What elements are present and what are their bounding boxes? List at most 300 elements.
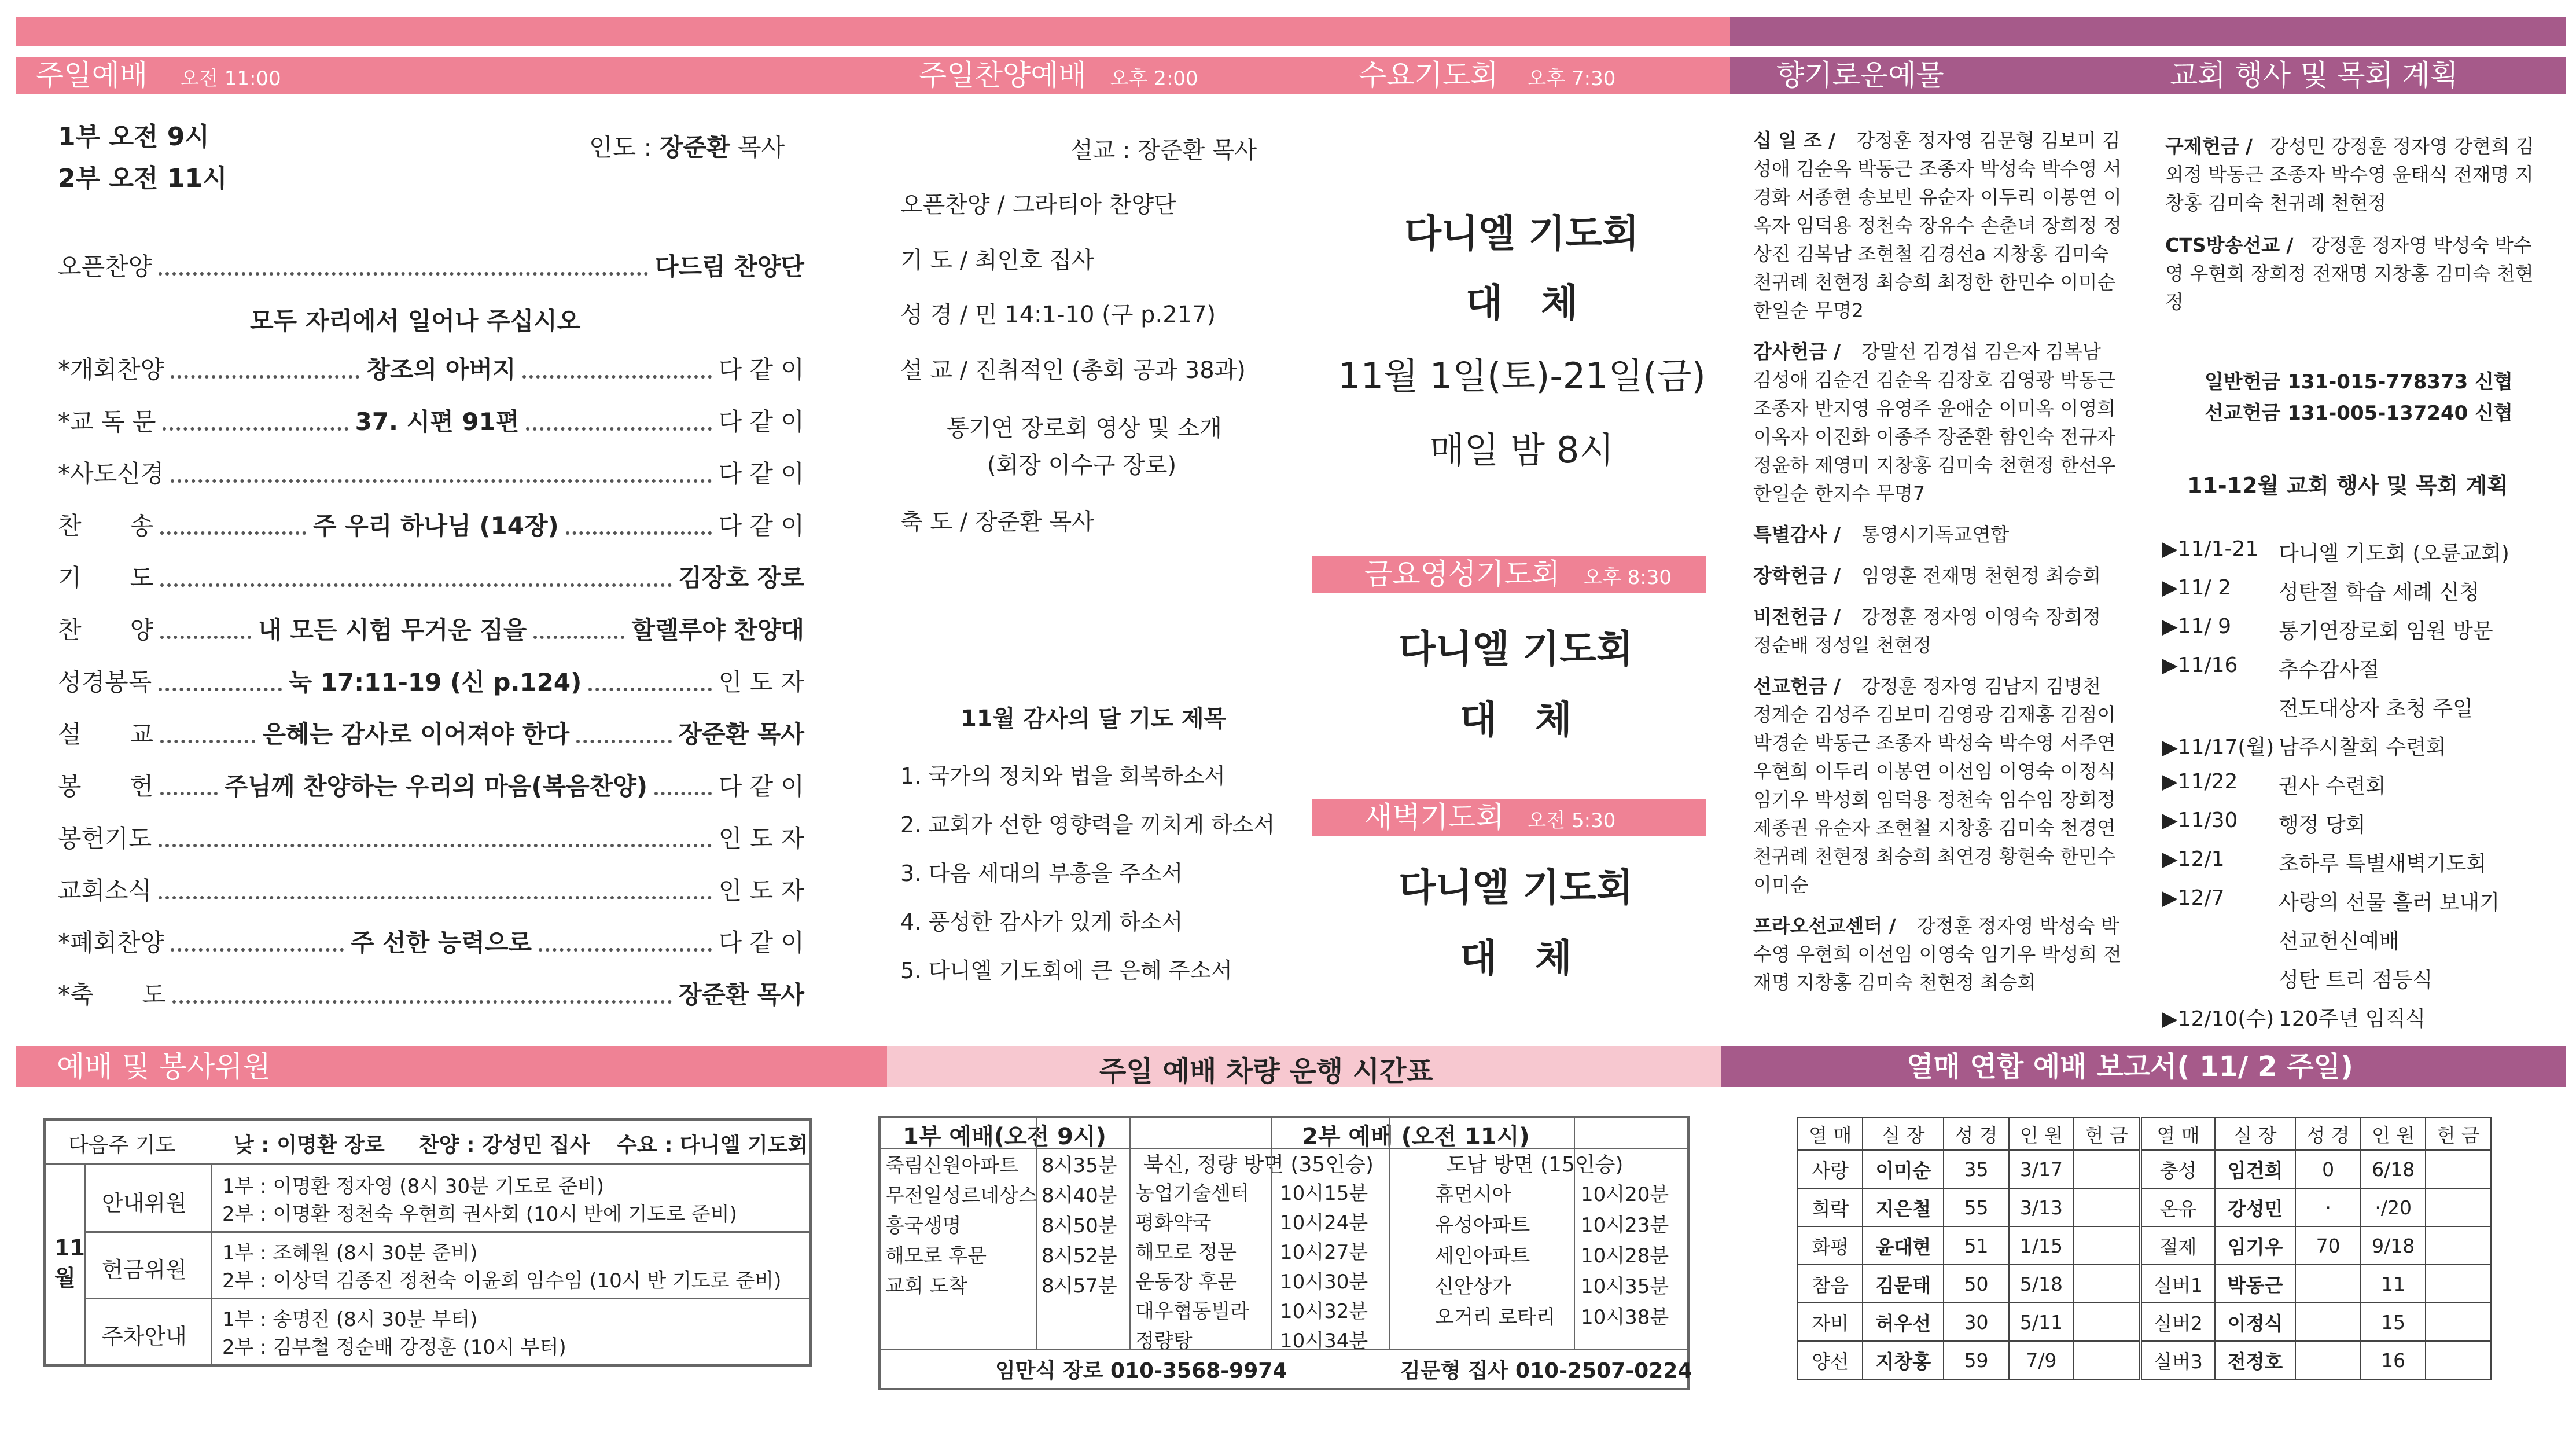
staff-role: 안내위원	[102, 1191, 187, 1216]
report-cell	[2295, 1303, 2360, 1341]
dot-leader	[159, 844, 711, 847]
report-header-cell: 성 경	[1944, 1118, 2008, 1150]
prayer-item: 3. 다음 세대의 부흥을 주소서	[900, 861, 1183, 886]
report-cell: 화평	[1798, 1226, 1863, 1265]
order-row	[58, 561, 804, 594]
offering-entry	[1753, 561, 2124, 590]
header-praise-worship: 주일찬양예배 오후 2:00	[901, 57, 1318, 94]
dot-leader	[654, 792, 712, 795]
order-leader: 김장호 장로	[678, 564, 804, 592]
report-cell: 윤대현	[1863, 1226, 1944, 1265]
service-time-1: 1부 오전 9시	[58, 122, 209, 152]
staff-divider-vert	[84, 1163, 86, 1364]
bus-stop: 평화약국	[1135, 1211, 1212, 1235]
wed-line-2: 대 체	[1466, 281, 1578, 325]
offering-list	[1753, 126, 2124, 1009]
report-cell: 6/18	[2361, 1150, 2426, 1188]
report-header-cell: 성 경	[2295, 1118, 2360, 1150]
dot-leader	[171, 375, 359, 379]
order-row	[58, 978, 804, 1011]
bus-sub-south: 도남 방면 (15인승)	[1447, 1153, 1624, 1177]
offering-names: 강정훈 정자영 김남지 김병천 정계순 김성주 김보미 김영광 김재홍 김점이 박경순 박동근 조종자 박성숙 박수영 서주연 우현희 이두리 이봉연 이선임 이영숙 이정식 임기우 박성희 임덕용 정천숙 임수임 장희정 제종권 유순자 조현철 지창홍 김미숙 천경연 천귀례 천현정 최승희 최연경 황현숙 한민수 이미순	[1753, 675, 2116, 896]
report-cell: 전정호	[2215, 1341, 2296, 1379]
report-cell: 55	[1944, 1188, 2008, 1226]
order-leader: 다드림 찬양단	[654, 252, 804, 281]
order-row	[58, 250, 804, 282]
bus-grid-line	[1574, 1118, 1575, 1350]
header-bus: 주일 예배 차량 운행 시간표	[1099, 1055, 1433, 1088]
dot-leader	[160, 583, 671, 587]
plan-text: 남주시찰회 수련회	[2279, 736, 2446, 759]
report-cell: 35	[1944, 1150, 2008, 1188]
dot-leader	[160, 792, 218, 795]
order-item: 37. 시편 91편	[355, 407, 520, 436]
order-label: *축 도	[58, 980, 166, 1009]
order-row	[58, 926, 804, 958]
dot-leader	[539, 948, 712, 952]
bus-sub-north: 북신, 정량 방면 (35인승)	[1143, 1153, 1374, 1177]
header-offerings: 향기로운예물	[1730, 57, 2147, 94]
report-header-cell: 인 원	[2009, 1118, 2074, 1150]
next-week-day: 낮 : 이명환 장로	[234, 1133, 385, 1157]
plan-text: 사랑의 선물 흘러 보내기	[2279, 891, 2500, 915]
staff-row-divider	[84, 1231, 809, 1233]
stand-note: 모두 자리에서 일어나 주십시오	[250, 307, 581, 335]
bus-time: 8시50분	[1042, 1214, 1117, 1237]
report-cell	[2074, 1188, 2140, 1226]
bus-driver-1: 임만식 장로 010-3568-9974	[995, 1359, 1287, 1383]
offering-names: 강정훈 정자영 이영숙 장희정 정순배 정성일 천현정	[1753, 605, 2102, 656]
wed-line-4: 매일 밤 8시	[1429, 429, 1614, 471]
gift-label: 구제헌금 /	[2165, 135, 2253, 157]
bus-grid-line	[1389, 1118, 1390, 1350]
praise-line: 설 교 / 진취적인 (총회 공과 38과)	[900, 357, 1246, 384]
order-row	[58, 457, 804, 490]
offering-label: 십 일 조 /	[1753, 129, 1836, 152]
report-cell	[2074, 1341, 2140, 1379]
report-cell: 참음	[1798, 1265, 1863, 1303]
bus-stop: 유성아파트	[1435, 1214, 1530, 1237]
plan-text: 권사 수련회	[2279, 774, 2386, 798]
order-item: 눅 17:11-19 (신 p.124)	[288, 668, 582, 696]
praise-line: 기 도 / 최인호 집사	[900, 247, 1094, 274]
prayer-item: 4. 풍성한 감사가 있게 하소서	[900, 909, 1183, 935]
report-cell: 이미순	[1863, 1150, 1944, 1188]
bus-stop: 해모로 후문	[885, 1244, 987, 1268]
report-cell	[2426, 1303, 2491, 1341]
report-cell	[2074, 1265, 2140, 1303]
bus-time: 8시35분	[1042, 1154, 1117, 1177]
offering-entry	[1753, 912, 2124, 997]
order-row	[58, 718, 804, 750]
plan-date: ▶12/1	[2162, 847, 2225, 871]
offering-names: 통영시기독교연합	[1861, 523, 2010, 546]
dot-leader	[172, 1000, 671, 1004]
report-header-cell: 헌 금	[2426, 1118, 2491, 1150]
dot-leader	[160, 636, 251, 639]
order-row	[58, 874, 804, 906]
offering-label: 장학헌금 /	[1753, 564, 1841, 587]
bus-grid-line	[1271, 1118, 1272, 1350]
order-leader: 장준환 목사	[678, 720, 804, 748]
plan-date: ▶11/ 9	[2162, 615, 2231, 638]
bus-time: 10시28분	[1581, 1244, 1669, 1268]
fri-line-2: 대 체	[1460, 697, 1572, 742]
dot-leader	[163, 427, 348, 431]
report-cell: 절제	[2140, 1226, 2214, 1265]
report-cell	[2426, 1226, 2491, 1265]
report-cell: 7/9	[2009, 1341, 2074, 1379]
staff-line-2: 2부 : 이명환 정천숙 우현희 권사회 (10시 반에 기도로 준비)	[222, 1203, 737, 1226]
praise-line: 축 도 / 장준환 목사	[900, 509, 1094, 535]
report-cell	[2295, 1265, 2360, 1303]
leader-line: 인도 : 장준환 목사	[589, 133, 785, 161]
order-label: *개회찬양	[58, 355, 164, 384]
report-cell: 5/18	[2009, 1265, 2074, 1303]
report-header-cell: 헌 금	[2074, 1118, 2140, 1150]
plan-text: 다니엘 기도회 (오륜교회)	[2279, 542, 2509, 565]
order-row	[58, 509, 804, 542]
staff-divider-top	[46, 1163, 809, 1165]
header-dawn-prayer: 새벽기도회 오전 5:30	[1312, 799, 1706, 836]
report-cell	[2295, 1341, 2360, 1379]
report-header-cell: 실 장	[1863, 1118, 1944, 1150]
top-bar-pink	[16, 17, 1730, 46]
plan-text: 초하루 특별새벽기도회	[2279, 852, 2487, 876]
order-row	[58, 770, 804, 802]
dawn-line-1: 다니엘 기도회	[1399, 865, 1633, 910]
offering-label: 프라오선교센터 /	[1753, 915, 1896, 937]
dot-leader	[566, 531, 712, 535]
bus-stop: 휴먼시아	[1435, 1183, 1511, 1206]
report-cell: 강성민	[2215, 1188, 2296, 1226]
plan-date: ▶11/30	[2162, 809, 2238, 832]
bus-stop: 신안상가	[1435, 1275, 1511, 1298]
order-leader: 장준환 목사	[678, 980, 804, 1009]
order-leader: 다 같 이	[718, 512, 805, 540]
report-cell	[2426, 1341, 2491, 1379]
gift-names: 강성민 강정훈 정자영 강현희 김외정 박동근 조종자 박수영 윤태식 전재명 지창홍 김미숙 천귀례 천현정	[2165, 135, 2534, 214]
report-cell	[2426, 1188, 2491, 1226]
report-row	[1798, 1303, 2491, 1341]
offering-entry	[1753, 672, 2124, 899]
order-label: 오픈찬양	[58, 252, 152, 281]
order-leader: 다 같 이	[718, 928, 804, 957]
account-mission: 선교헌금 131-005-137240 신협	[2205, 402, 2513, 425]
offering-entry	[1753, 126, 2124, 325]
report-cell	[2074, 1150, 2140, 1188]
report-cell: 이정식	[2215, 1303, 2296, 1341]
order-leader: 다 같 이	[718, 772, 804, 800]
report-cell: 허우선	[1863, 1303, 1944, 1341]
offering-entry	[1753, 337, 2124, 508]
offering-entry	[1753, 603, 2124, 659]
plan-text: 성탄 트리 점등식	[2279, 968, 2433, 992]
report-cell: 59	[1944, 1341, 2008, 1379]
order-label: *교 독 문	[58, 407, 156, 436]
bus-time: 10시30분	[1280, 1270, 1368, 1294]
bus-time: 10시38분	[1581, 1306, 1669, 1329]
prayer-item: 1. 국가의 정치와 법을 회복하소서	[900, 763, 1226, 789]
report-cell: 11	[2361, 1265, 2426, 1303]
staff-month: 11월	[54, 1235, 85, 1291]
report-cell: 70	[2295, 1226, 2360, 1265]
gift-entry	[2165, 132, 2547, 217]
header-report: 열매 연합 예배 보고서( 11/ 2 주일)	[1721, 1046, 2566, 1087]
dawn-line-2: 대 체	[1460, 936, 1572, 980]
order-leader: 인 도 자	[718, 824, 804, 853]
report-cell	[2074, 1303, 2140, 1341]
top-bar-purple	[1730, 17, 2566, 46]
bus-grid-line	[1129, 1118, 1131, 1350]
report-header-cell: 열 매	[2140, 1118, 2214, 1150]
order-item: 주님께 찬양하는 우리의 마음(복음찬양)	[224, 772, 648, 800]
dot-leader	[160, 740, 255, 743]
staff-line-1: 1부 : 송명진 (8시 30분 부터)	[222, 1308, 478, 1331]
bus-time: 10시15분	[1280, 1182, 1368, 1205]
report-header-cell: 실 장	[2215, 1118, 2296, 1150]
bus-stop: 대우협동빌라	[1135, 1300, 1250, 1323]
offering-label: 선교헌금 /	[1753, 675, 1841, 697]
order-label: 설 교	[58, 720, 154, 748]
order-row	[58, 822, 804, 854]
report-header-cell: 인 원	[2361, 1118, 2426, 1150]
report-cell: 16	[2361, 1341, 2426, 1379]
header-sunday-worship: 주일예배 오전 11:00	[16, 57, 901, 94]
report-cell: ·	[2295, 1188, 2360, 1226]
order-row	[58, 353, 804, 385]
report-cell: 0	[2295, 1150, 2360, 1188]
plan-text: 전도대상자 초청 주일	[2279, 697, 2473, 721]
prayer-item: 2. 교회가 선한 영향력을 끼치게 하소서	[900, 812, 1275, 838]
staff-role-divider	[211, 1165, 212, 1364]
offering-entry	[1753, 520, 2124, 549]
praise-line: 성 경 / 민 14:1-10 (구 p.217)	[900, 302, 1216, 328]
bus-stop: 무전일성르네상스	[885, 1184, 1037, 1207]
order-label: 봉헌기도	[58, 824, 152, 853]
dot-leader	[159, 688, 281, 691]
prayer-topics-title: 11월 감사의 달 기도 제목	[961, 706, 1227, 732]
bus-grid-line	[881, 1349, 1687, 1350]
report-cell: 지창홍	[1863, 1341, 1944, 1379]
report-row	[1798, 1188, 2491, 1226]
praise-line: 오픈찬양 / 그라티아 찬양단	[900, 192, 1176, 218]
staff-line-2: 2부 : 김부철 정순배 강정훈 (10시 부터)	[222, 1336, 566, 1359]
report-cell: 51	[1944, 1226, 2008, 1265]
offering-label: 감사헌금 /	[1753, 340, 1841, 363]
report-cell	[2074, 1226, 2140, 1265]
bus-time: 10시34분	[1280, 1330, 1368, 1353]
order-label: 봉 헌	[58, 772, 154, 800]
order-label: 기 도	[58, 564, 154, 592]
staff-line-1: 1부 : 조혜원 (8시 30분 준비)	[222, 1242, 478, 1265]
plan-date: ▶12/7	[2162, 886, 2225, 910]
report-cell: ·/20	[2361, 1188, 2426, 1226]
plan-date: ▶12/10(수)	[2162, 1007, 2275, 1031]
report-cell: 임건희	[2215, 1150, 2296, 1188]
order-leader: 인 도 자	[718, 668, 805, 696]
bus-stop: 죽림신원아파트	[885, 1154, 1018, 1177]
next-week-label: 다음주 기도	[68, 1133, 176, 1157]
plan-text: 통기연장로회 임원 방문	[2279, 619, 2493, 643]
header-friday-prayer: 금요영성기도회 오후 8:30	[1312, 556, 1706, 593]
bus-stop: 오거리 로타리	[1435, 1306, 1555, 1329]
gift-label: CTS방송선교 /	[2165, 234, 2294, 256]
report-cell: 양선	[1798, 1341, 1863, 1379]
wed-line-3: 11월 1일(토)-21일(금)	[1338, 355, 1706, 397]
offering-names: 강정훈 정자영 박성숙 박수영 우현희 이선임 이영숙 임기우 박성희 전재명 지창홍 김미숙 천현정 최승희	[1753, 915, 2122, 994]
header-church-events: 교회 행사 및 목회 계획	[2147, 57, 2566, 94]
report-header-cell: 열 매	[1798, 1118, 1863, 1150]
dot-leader	[588, 688, 711, 691]
dot-leader	[533, 636, 624, 639]
report-row	[1798, 1341, 2491, 1379]
report-cell: 사랑	[1798, 1150, 1863, 1188]
report-cell: 3/13	[2009, 1188, 2074, 1226]
dot-leader	[159, 272, 648, 276]
report-cell: 1/15	[2009, 1226, 2074, 1265]
report-table	[1797, 1117, 2492, 1380]
plan-date: ▶11/17(월)	[2162, 736, 2275, 759]
bus-time: 10시20분	[1581, 1183, 1669, 1206]
gift-entry	[2165, 231, 2547, 316]
plan-text: 성탄절 학습 세례 신청	[2279, 581, 2480, 604]
other-offering-list	[2165, 132, 2547, 330]
report-cell: 50	[1944, 1265, 2008, 1303]
staff-row-divider	[84, 1298, 809, 1299]
order-leader: 다 같 이	[718, 460, 804, 488]
bus-time: 10시23분	[1581, 1214, 1669, 1237]
bus-stop: 농업기술센터	[1135, 1182, 1250, 1205]
bus-stop: 흥국생명	[885, 1214, 962, 1237]
plan-title: 11-12월 교회 행사 및 목회 계획	[2187, 473, 2508, 498]
bus-stop: 세인아파트	[1435, 1244, 1530, 1268]
bus-stop: 정량탕	[1135, 1330, 1193, 1353]
next-week-wed: 수요 : 다니엘 기도회	[617, 1133, 808, 1157]
staff-role: 헌금위원	[102, 1257, 187, 1283]
plan-text: 선교헌신예배	[2279, 930, 2400, 953]
order-label: *사도신경	[58, 460, 164, 488]
plan-date: ▶11/16	[2162, 653, 2238, 677]
plan-text: 추수감사절	[2279, 658, 2379, 682]
order-label: *폐회찬양	[58, 928, 164, 957]
report-cell: 지은철	[1863, 1188, 1944, 1226]
offering-label: 특별감사 /	[1753, 523, 1841, 546]
order-label: 교회소식	[58, 876, 152, 905]
report-table-wrap	[1797, 1117, 2492, 1380]
report-cell: 온유	[2140, 1188, 2214, 1226]
report-cell: 실버1	[2140, 1265, 2214, 1303]
report-row	[1798, 1226, 2491, 1265]
report-cell: 5/11	[2009, 1303, 2074, 1341]
staff-role: 주차안내	[102, 1324, 187, 1349]
bus-time: 8시52분	[1042, 1244, 1117, 1268]
staff-line-1: 1부 : 이명환 정자영 (8시 30분 기도로 준비)	[222, 1175, 604, 1198]
order-item: 창조의 아버지	[366, 355, 516, 384]
wed-line-1: 다니엘 기도회	[1404, 211, 1639, 256]
offering-label: 비전헌금 /	[1753, 605, 1841, 628]
dot-leader	[159, 896, 711, 899]
report-cell: 임기우	[2215, 1226, 2296, 1265]
plan-date: ▶11/1-21	[2162, 537, 2259, 561]
plan-date: ▶11/ 2	[2162, 576, 2231, 600]
bus-stop: 해모로 정문	[1135, 1241, 1237, 1264]
praise-line: (회장 이수구 장로)	[987, 452, 1177, 479]
plan-text: 120주년 임직식	[2279, 1007, 2426, 1031]
header-staff: 예배 및 봉사위원	[16, 1046, 887, 1087]
bus-time: 10시35분	[1581, 1275, 1669, 1298]
prayer-item: 5. 다니엘 기도회에 큰 은혜 주소서	[900, 958, 1232, 983]
bus-grid-line	[881, 1148, 1687, 1149]
report-cell: 김문태	[1863, 1265, 1944, 1303]
dot-leader	[526, 427, 711, 431]
bus-driver-2: 김문형 집사 010-2507-0224	[1400, 1359, 1692, 1383]
order-item: 주 우리 하나님 (14장)	[313, 512, 559, 540]
gift-names: 강정훈 정자영 박성숙 박수영 우현희 장희정 전재명 지창홍 김미숙 천현정	[2165, 234, 2534, 313]
bus-grid-line	[1036, 1118, 1037, 1350]
bus-stop: 운동장 후문	[1135, 1270, 1237, 1294]
bus-time: 10시32분	[1280, 1300, 1368, 1323]
bus-header-2: 2부 예배 (오전 11시)	[1302, 1123, 1530, 1150]
report-cell: 3/17	[2009, 1150, 2074, 1188]
report-cell: 충성	[2140, 1150, 2214, 1188]
report-cell	[2426, 1150, 2491, 1188]
staff-line-2: 2부 : 이상덕 김종진 정천숙 이윤희 임수임 (10시 반 기도로 준비)	[222, 1269, 782, 1292]
order-row	[58, 666, 804, 698]
order-leader: 인 도 자	[718, 876, 804, 905]
plan-text: 행정 당회	[2279, 813, 2366, 837]
bus-time: 8시40분	[1042, 1184, 1117, 1207]
offering-names: 임영훈 전재명 천현정 최승희	[1861, 564, 2102, 587]
report-cell: 실버2	[2140, 1303, 2214, 1341]
plan-date: ▶11/22	[2162, 770, 2238, 794]
report-cell: 자비	[1798, 1303, 1863, 1341]
order-label: 찬 송	[58, 512, 154, 540]
bus-time: 10시27분	[1280, 1241, 1368, 1264]
order-item: 내 모든 시험 무거운 짐을	[258, 616, 527, 644]
report-row	[1798, 1265, 2491, 1303]
bus-time: 10시24분	[1280, 1211, 1368, 1235]
report-cell: 희락	[1798, 1188, 1863, 1226]
report-cell: 30	[1944, 1303, 2008, 1341]
bus-time: 8시57분	[1042, 1275, 1117, 1298]
offering-names: 강정훈 정자영 김문형 김보미 김성애 김순옥 박동근 조종자 박성숙 박수영 서경화 서종현 송보빈 유순자 이두리 이봉연 이옥자 임덕용 정천숙 장유수 손춘녀 장희정 정상진 김복남 조현철 김경선a 지창홍 김미숙 천귀례 천현정 최승희 최정한 한민수 이미순 한일순 무명2	[1753, 129, 2122, 322]
order-row	[58, 614, 804, 646]
order-label: 찬 양	[58, 616, 154, 644]
account-general: 일반헌금 131-015-778373 신협	[2205, 370, 2513, 394]
dot-leader	[522, 375, 711, 379]
order-leader: 다 같 이	[718, 355, 804, 384]
order-row	[58, 405, 804, 438]
report-cell: 15	[2361, 1303, 2426, 1341]
order-item: 은혜는 감사로 이어져야 한다	[262, 720, 570, 748]
report-cell: 실버3	[2140, 1341, 2214, 1379]
order-item: 주 선한 능력으로	[350, 928, 532, 957]
praise-sermon: 설교 : 장준환 목사	[1070, 137, 1257, 164]
order-label: 성경봉독	[58, 668, 152, 696]
header-wednesday-prayer: 수요기도회 오후 7:30	[1318, 57, 1730, 94]
next-week-praise: 찬양 : 강성민 집사	[419, 1133, 590, 1157]
fri-line-1: 다니엘 기도회	[1399, 627, 1633, 671]
report-cell	[2426, 1265, 2491, 1303]
bus-header-1: 1부 예배(오전 9시)	[903, 1123, 1106, 1150]
report-cell: 박동근	[2215, 1265, 2296, 1303]
report-row	[1798, 1150, 2491, 1188]
dot-leader	[171, 948, 344, 952]
dot-leader	[576, 740, 671, 743]
praise-line: 통기연 장로회 영상 및 소개	[947, 415, 1222, 442]
order-leader: 할렐루야 찬양대	[631, 616, 805, 644]
